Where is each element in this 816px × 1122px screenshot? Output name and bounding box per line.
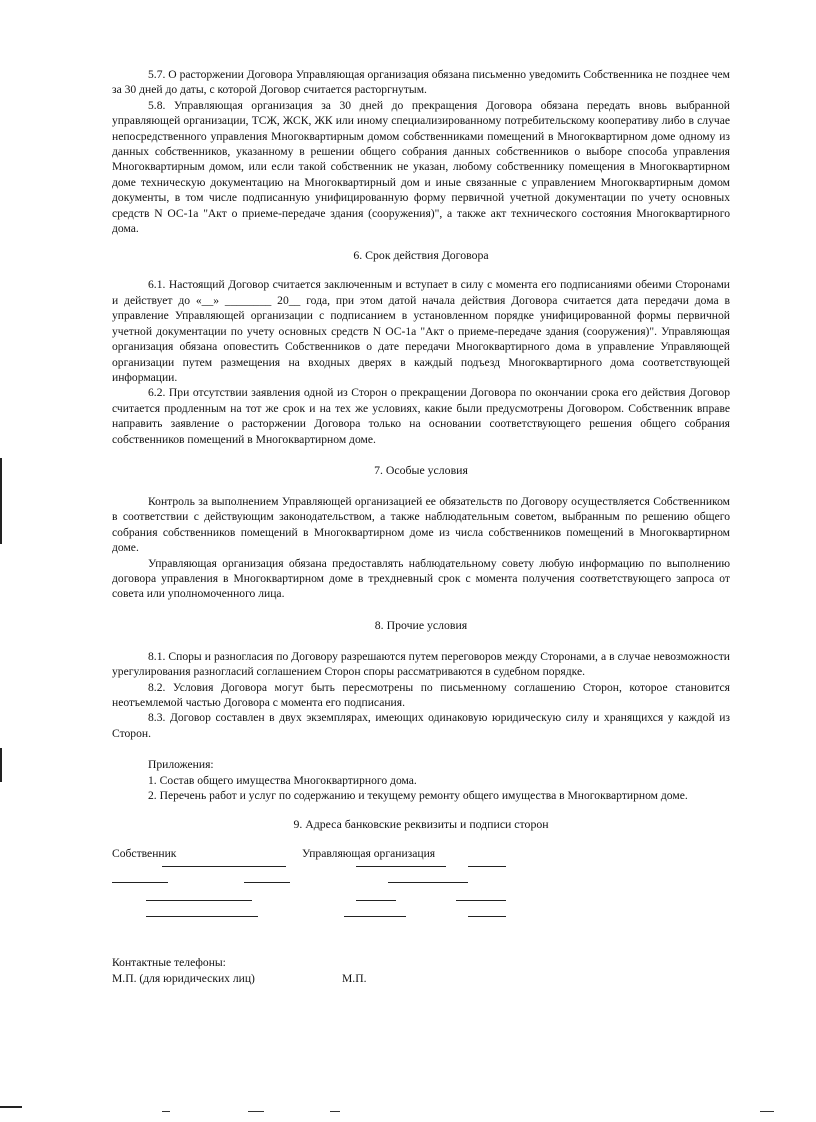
paragraph-7-1: Контроль за выполнением Управляющей организацией ее обязательств по Договору осуществляется Собственником в соответствии с действующим законодательством, а также наблюдательным советом, выбранным по решению общего собрания собственников помещений в Многоквартирном доме из числа собственников помещений в Многоквартирном доме. [112, 494, 730, 555]
left-edge-mark-bottom [0, 1106, 22, 1108]
org-line-3a [356, 900, 396, 901]
section-8-title: 8. Прочие условия [374, 617, 468, 632]
paragraph-8-1: 8.1. Споры и разногласия по Договору разрешаются путем переговоров между Сторонами, а в случае невозможности урегулирования разногласий соглашением Сторон споры рассматриваются в судебном порядке. [112, 649, 730, 679]
left-edge-mark-top [0, 458, 2, 544]
owner-line-4 [146, 916, 258, 917]
org-line-3b [456, 900, 506, 901]
signature-block [112, 846, 730, 951]
owner-line-3 [146, 900, 252, 901]
stamp-owner-label: М.П. (для юридических лиц) [112, 971, 255, 985]
paragraph-7-2: Управляющая организация обязана предоставлять наблюдательному совету любую информацию по выполнению договора управления в Многоквартирном доме в трехдневный срок с момента получения соответствующего запроса от совета или уполномоченного лица. [112, 556, 730, 601]
paragraph-5-8: 5.8. Управляющая организация за 30 дней до прекращения Договора обязана передать вновь выбранной управляющей организации, ТСЖ, ЖСК, ЖК или иному специализированному потребительскому кооперативу либо в случае непосредственного управления Многоквартирным домом собственниками помещений в Многоквартирном доме одному из данных собственников, указанному в решении общего собрания данных собственников о выборе способа управления Многоквартирным домом, или если такой собственник не указан, любому собственнику помещения в Многоквартирном доме техническую документацию на Многоквартирный дом и иные связанные с управлением Многоквартирным домом документы, в том числе подписанную унифицированную форму первичной учетной документации по учету основных средств N ОС-1а "Акт о приеме-передаче здания (сооружения)", а также акт технического состояния Многоквартирного дома. [112, 98, 730, 236]
paragraph-6-2: 6.2. При отсутствии заявления одной из Сторон о прекращении Договора по окончании срока его действия Договор считается продленным на тот же срок и на тех же условиях, какие были предусмотрены Договором. Собственник вправе направить заявление о расторжении Договора только на основании соответствующего решения общего собрания собственников помещений в Многоквартирном доме. [112, 386, 730, 446]
paragraph-8-3: 8.3. Договор составлен в двух экземплярах, имеющих одинаковую юридическую силу и хранящихся у каждой из Сторон. [112, 711, 730, 740]
org-line-4a [344, 916, 406, 917]
paragraph-6-1: 6.1. Настоящий Договор считается заключенным и вступает в силу с момента его подписаниями обеими Сторонами и действует до «__» ________ 20__ года, при этом датой начала действия Договора считается дата передачи дома в управление Управляющей организации с подписанием в установленном порядке унифицированной формы первичной учетной документации по учету основных средств N ОС-1а "Акт о приеме-передаче здания (сооружения)". Управляющая организация обязана оповестить Собственников о дате передачи Многоквартирного дома в управление Управляющей организации путем размещения на входных дверях в каждый подъезд Многоквартирного дома соответствующей информации. [112, 278, 730, 384]
paragraph-5-7: 5.7. О расторжении Договора Управляющая организация обязана письменно уведомить Собственника не позднее чем за 30 дней до даты, с которой Договор считается расторгнутым. [112, 68, 730, 97]
section-9-title: 9. Адреса банковские реквизиты и подписи сторон [293, 817, 549, 832]
attachments-heading: Приложения: [148, 758, 214, 772]
attachment-item-2: 2. Перечень работ и услуг по содержанию и текущему ремонту общего имущества в Многоквартирном доме. [148, 789, 688, 803]
owner-line-2a [112, 882, 168, 883]
org-label: Управляющая организация [302, 847, 436, 861]
org-line-1b [468, 866, 506, 867]
owner-line-1 [162, 866, 286, 867]
document-body [112, 67, 730, 986]
attachment-item-1: 1. Состав общего имущества Многоквартирного дома. [148, 773, 417, 787]
attachments [112, 757, 730, 803]
section-7-title: 7. Особые условия [374, 462, 468, 477]
stamp-org-label: М.П. [342, 971, 367, 985]
section-6-title: 6. Срок действия Договора [353, 248, 489, 263]
owner-label: Собственник [112, 847, 177, 861]
owner-line-2b [244, 882, 290, 883]
paragraph-8-2: 8.2. Условия Договора могут быть пересмотрены по письменному соглашению Сторон, которое становится неотъемлемой частью Договора с момента его подписания. [112, 680, 730, 709]
left-edge-mark-mid [0, 748, 2, 782]
org-line-1a [356, 866, 446, 867]
contact-phones-label: Контактные телефоны: [112, 956, 226, 970]
org-line-2 [388, 882, 468, 883]
org-line-4b [468, 916, 506, 917]
contacts-block [112, 955, 730, 986]
